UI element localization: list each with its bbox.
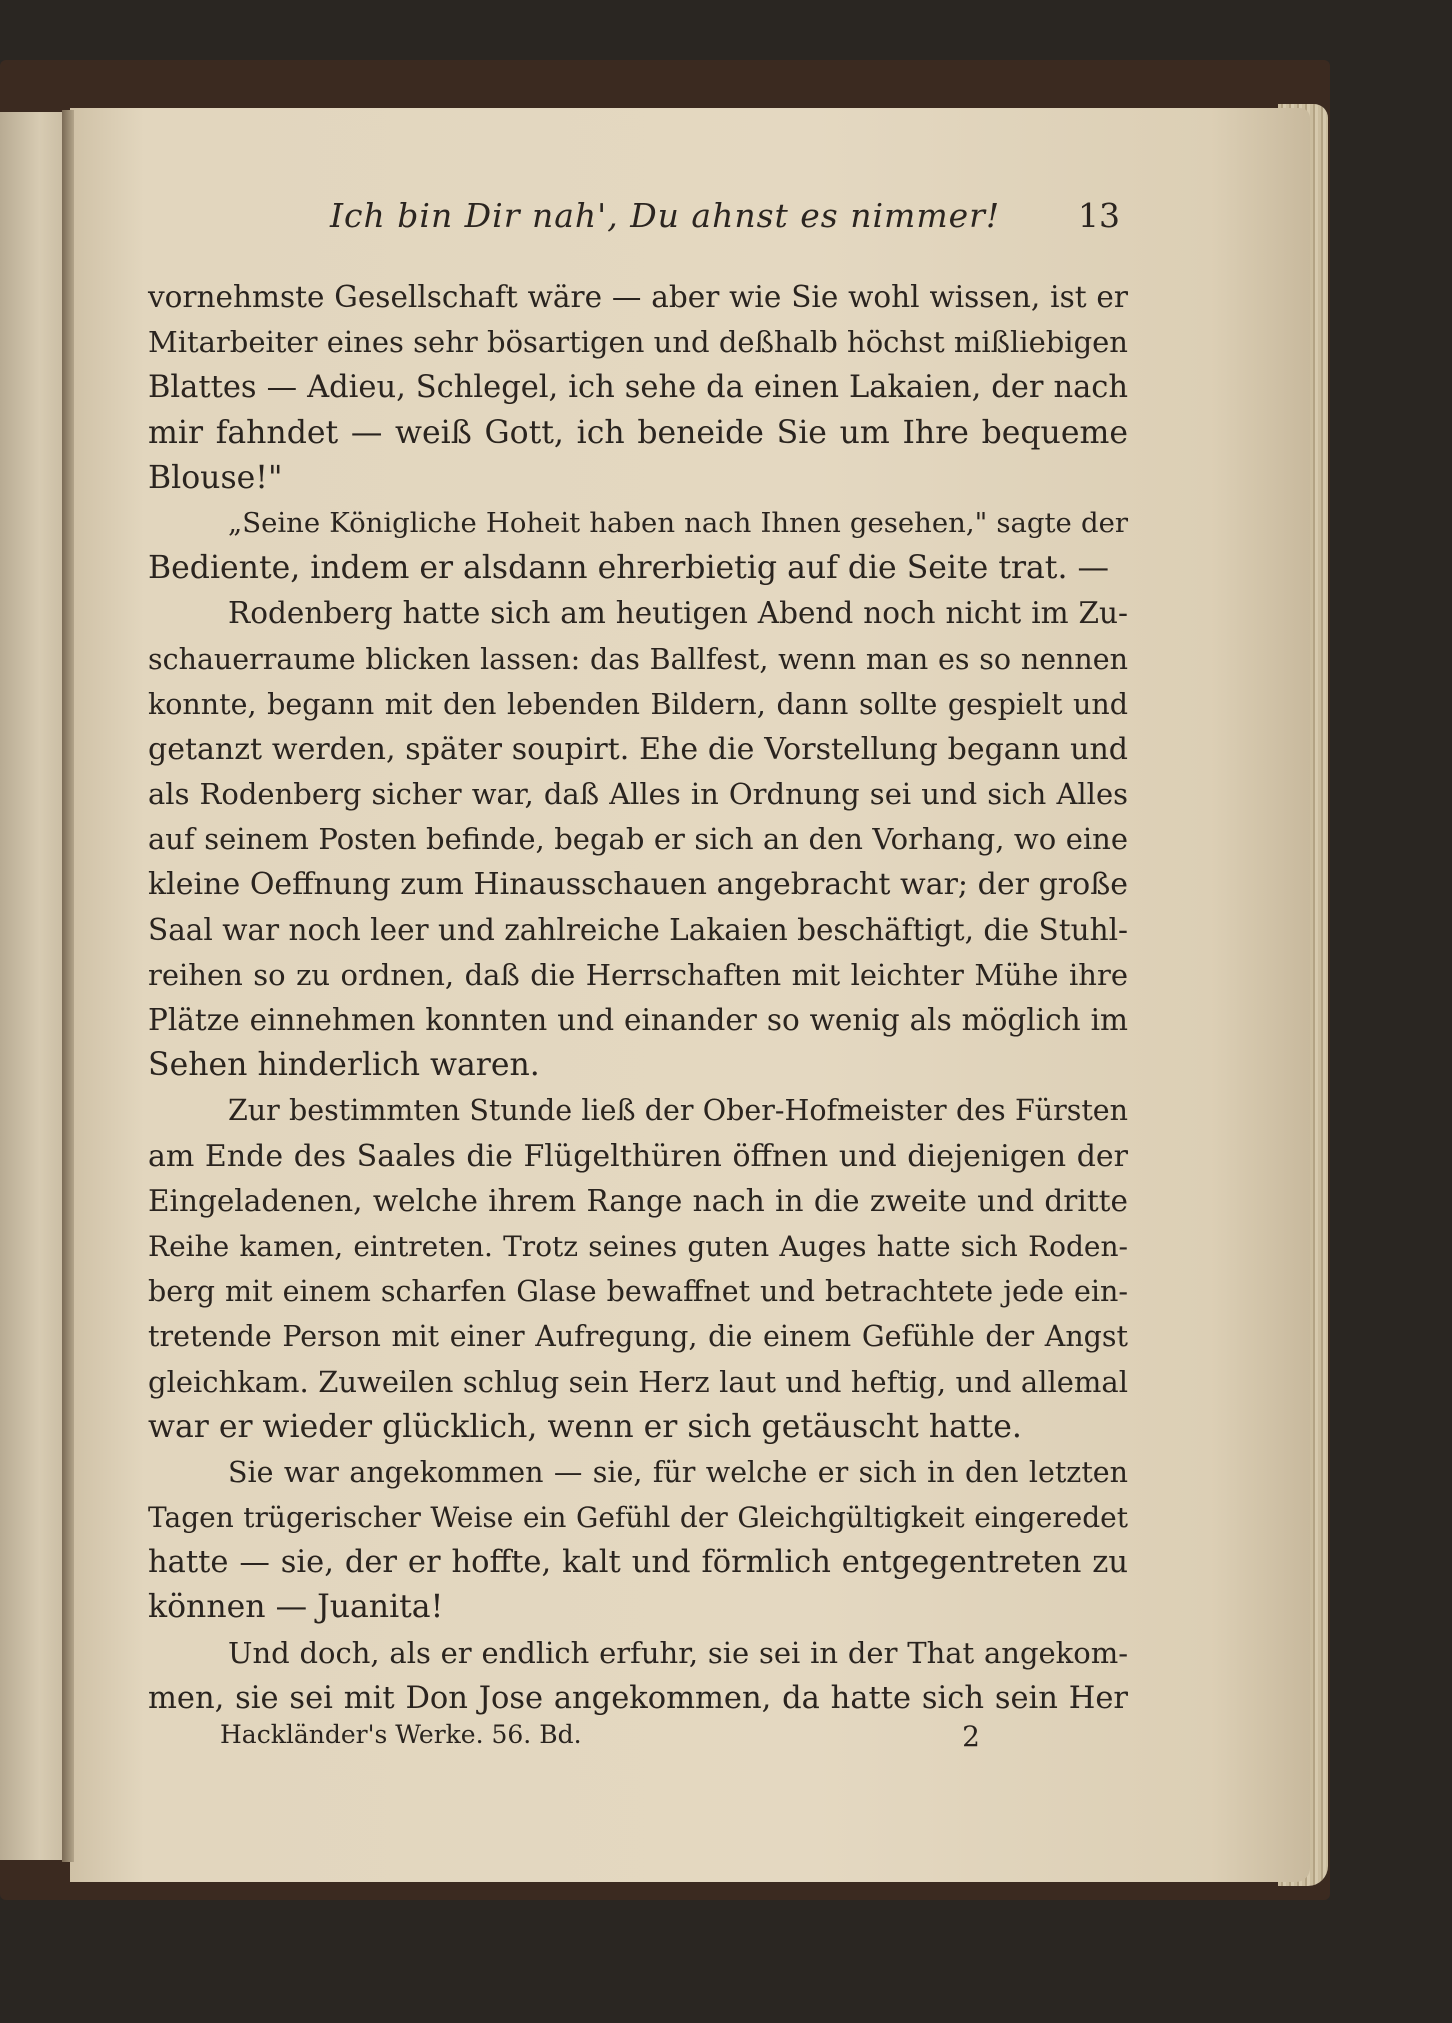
left-page-edge: [0, 112, 66, 1860]
text-line: tretende Person mit einer Aufregung, die einem Gefühle der Angst: [148, 1320, 1128, 1354]
text-line: kleine Oeffnung zum Hinausschauen angebracht war; der große: [148, 867, 1128, 903]
text-line: vornehmste Gesellschaft wäre — aber wie Sie wohl wissen, ist er: [148, 280, 1128, 314]
text-line: Mitarbeiter eines sehr bösartigen und deßhalb höchst mißliebigen: [148, 325, 1128, 360]
text-line: Reihe kamen, eintreten. Trotz seines guten Auges hatte sich Roden-: [148, 1229, 1128, 1263]
text-line: berg mit einem scharfen Glase bewaffnet und betrachtete jede ein-: [148, 1275, 1128, 1309]
text-line: war er wieder glücklich, wenn er sich getäuscht hatte.: [148, 1408, 1022, 1445]
text-line: als Rodenberg sicher war, daß Alles in Ordnung sei und sich Alles: [148, 777, 1128, 812]
text-line: Bediente, indem er alsdann ehrerbietig auf die Seite trat. —: [148, 550, 1109, 587]
text-line: Eingeladenen, welche ihrem Range nach in die zweite und dritte: [148, 1183, 1128, 1218]
text-line: auf seinem Posten befinde, begab er sich an den Vorhang, wo eine: [148, 822, 1128, 857]
page-number: 13: [1078, 196, 1120, 235]
text-line: Sehen hinderlich waren.: [148, 1047, 540, 1084]
text-line: am Ende des Saales die Flügelthüren öffnen und diejenigen der: [148, 1138, 1128, 1174]
text-line: gleichkam. Zuweilen schlug sein Herz laut und heftig, und allemal: [148, 1364, 1128, 1399]
text-line: können — Juanita!: [148, 1589, 444, 1626]
page-header: [330, 196, 1120, 246]
text-line: Sie war angekommen — sie, für welche er sich in den letzten: [228, 1455, 1128, 1489]
text-line: Tagen trügerischer Weise ein Gefühl der Gleichgültigkeit eingeredet: [148, 1501, 1128, 1535]
text-line: Rodenberg hatte sich am heutigen Abend noch nicht im Zu-: [228, 596, 1128, 631]
text-line: reihen so zu ordnen, daß die Herrschaften mit leichter Mühe ihre: [148, 957, 1128, 992]
text-line: „Seine Königliche Hoheit haben nach Ihnen gesehen," sagte der: [228, 506, 1128, 539]
text-line: konnte, begann mit den lebenden Bildern, dann sollte gespielt und: [148, 687, 1128, 721]
text-line: Blouse!": [148, 459, 283, 496]
text-line: Saal war noch leer und zahlreiche Lakaien beschäftigt, die Stuhl-: [148, 912, 1128, 947]
text-line: Blattes — Adieu, Schlegel, ich sehe da einen Lakaien, der nach: [148, 370, 1128, 406]
text-line: hatte — sie, der er hoffte, kalt und förmlich entgegentreten zu: [148, 1545, 1128, 1581]
printer-signature: Hackländer's Werke. 56. Bd.: [220, 1720, 582, 1749]
body-text: [148, 275, 1128, 1721]
text-line: getanzt werden, später soupirt. Ehe die Vorstellung begann und: [148, 731, 1128, 767]
page-footer: [220, 1720, 980, 1760]
text-line: men, sie sei mit Don Jose angekommen, da hatte sich sein Her: [148, 1680, 1128, 1716]
book-gutter: [62, 110, 74, 1862]
sheet-number: 2: [962, 1720, 980, 1753]
text-line: mir fahndet — weiß Gott, ich beneide Sie um Ihre bequeme: [148, 414, 1128, 451]
text-line: schauerraume blicken lassen: das Ballfest, wenn man es so nennen: [148, 642, 1128, 676]
text-line: Plätze einnehmen konnten und einander so wenig als möglich im: [148, 1003, 1128, 1037]
text-line: Und doch, als er endlich erfuhr, sie sei in der That angekom-: [228, 1635, 1128, 1670]
running-title: Ich bin Dir nah', Du ahnst es nimmer!: [330, 196, 1001, 235]
text-line: Zur bestimmten Stunde ließ der Ober-Hofmeister des Fürsten: [228, 1094, 1128, 1128]
